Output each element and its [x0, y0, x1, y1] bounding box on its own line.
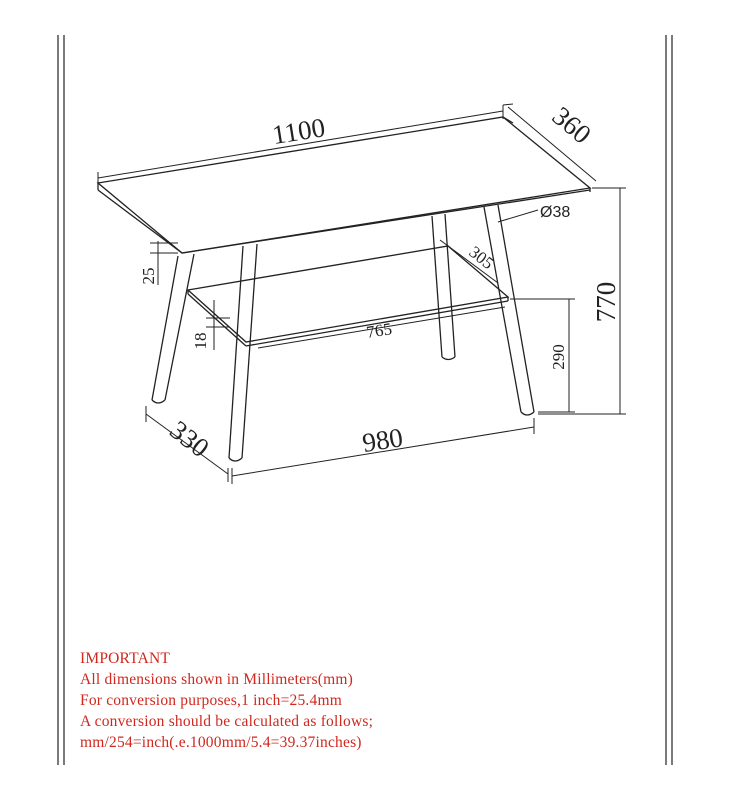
notes-heading: IMPORTANT	[80, 650, 171, 667]
important-notes	[80, 648, 680, 753]
notes-line-calculation: A conversion should be calculated as follows;	[80, 713, 374, 730]
dim-base-depth: 330	[164, 414, 215, 464]
notes-line-formula: mm/254=inch(.e.1000mm/5.4=39.37inches)	[80, 734, 362, 751]
dim-base-length: 980	[360, 422, 405, 459]
dim-shelf-thickness: 18	[191, 332, 210, 350]
notes-line-units: All dimensions shown in Millimeters(mm)	[80, 671, 354, 688]
dim-shelf-length: 765	[365, 319, 394, 342]
dim-top-depth: 360	[546, 100, 597, 150]
dim-shelf-depth: 305	[465, 242, 498, 274]
dim-leg-diameter: Ø38	[540, 204, 571, 221]
lower-shelf	[188, 246, 508, 346]
dim-top-length: 1100	[270, 112, 328, 151]
dim-top-thickness: 25	[139, 267, 158, 285]
dim-shelf-height: 290	[549, 344, 568, 370]
notes-line-conversion: For conversion purposes,1 inch=25.4mm	[80, 692, 342, 709]
dim-total-height: 770	[591, 281, 621, 323]
